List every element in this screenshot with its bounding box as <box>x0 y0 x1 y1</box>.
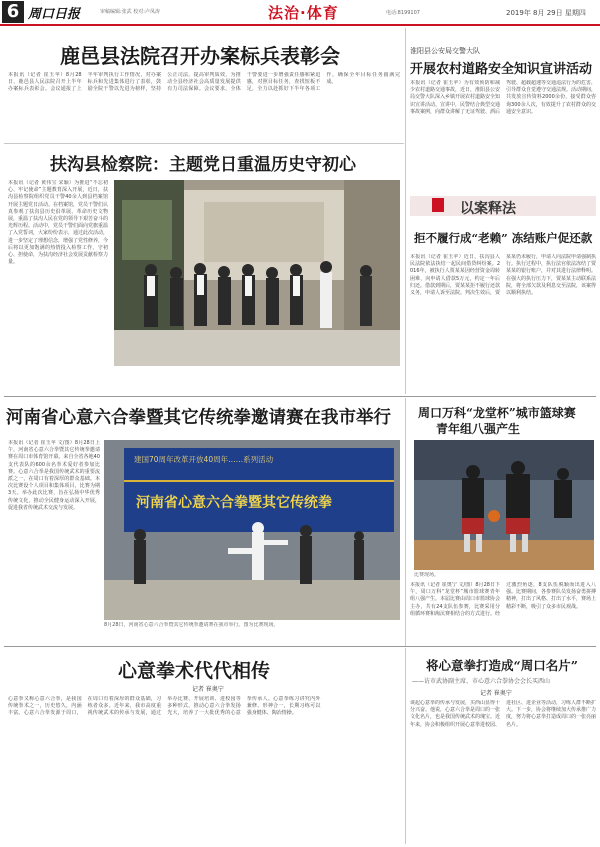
column-divider <box>405 648 406 844</box>
headline-luyi: 鹿邑县法院召开办案标兵表彰会 <box>60 44 340 68</box>
basketball-ball <box>488 510 500 522</box>
headline-xinyi: 河南省心意六合拳暨其它传统拳邀请赛在我市举行 <box>6 408 391 428</box>
byline-xinyi-feature: 记者 崔奥宁 <box>192 686 224 693</box>
body-mingpian: 谈起心意拳的传承与发展，买西山显得十分兴奋。他说，心意六合拳是周口的一张文化名片，也是我国传统武术的瑰宝。近年来，协会积极组织开展心意拳进校园、进社区、进企业等活动，习练人群不断扩大。下一步，协会将继续加大传承推广力度，努力将心意拳打造成周口的一张亮丽名片。 <box>410 700 596 728</box>
caption-martial-arts: 8月28日，河南省心意六合拳暨其它传统拳邀请赛在我市举行。图为比赛现场。 <box>104 622 279 628</box>
kicker-huaiyang: 淮阳县公安局交警大队 <box>410 47 480 55</box>
masthead-rule <box>0 24 600 26</box>
body-huaiyang: 本报讯（记者 崔玉苹）为有效预防和减少农村道路交通事故，近日，淮阳县公安局交警大队深入乡镇开展农村道路安全知识宣讲活动。宣讲中，民警结合典型交通事故案例，向群众讲解了无证驾驶、酒后驾驶、超载超速等交通违法行为的危害，引导群众自觉遵守交通法规。活动期间，共发放宣传资料2000余份，接受群众咨询300余人次，有效提升了农村群众的交通安全意识。 <box>410 80 596 115</box>
column-divider <box>405 398 406 646</box>
body-xinyi-feature: 心意拳又称心意六合拳，是我国传统拳术之一，历史悠久，内涵丰富。心意六合拳发源于周口，在周口有着深厚的群众基础，习练者众多。近年来，我市高度重视传统武术的传承与发展，通过举办比赛、开展培训、进校园等多种形式，推动心意六合拳发扬光大，培养了一大批优秀的心意拳传承人。心意拳练习讲究内外兼修、形神合一，长期习练可以强身健体、陶冶情操。 <box>8 696 321 717</box>
photo-martial-arts-image <box>104 440 400 620</box>
headline-fugou: 扶沟县检察院：主题党日重温历史守初心 <box>50 155 356 175</box>
divider <box>4 143 404 144</box>
section-title: 法治·体育 <box>268 4 339 22</box>
body-yianshifa: 本报讯（记者 崔玉苹）近日，扶沟县人民法院依法执结一起民间借贷纠纷案。2016年，被执行人贾某某因经营资金周转困难，向申请人借款5万元，约定一年后归还。借款到期后，贾某某拒不履行还款义务，申请人诉至法院。判决生效后，贾某某仍未履行，申请人向法院申请强制执行。执行过程中，执行法官依法冻结了贾某某的银行账户，并对其进行法律释明。在强大的执行压力下，贾某某主动联系法院，将全部欠款及利息交至法院，该案得以顺利执结。 <box>410 254 596 297</box>
banner-big-text: 河南省心意六合拳暨其它传统拳 <box>136 495 332 511</box>
headline-yianshifa: 拒不履行成“老赖” 冻结账户促还款 <box>414 231 593 245</box>
caption-basketball: 比赛现场。 <box>414 572 440 578</box>
phone-number: 电话:8199107 <box>386 10 420 16</box>
headline-basketball-2: 青年组八强产生 <box>436 422 521 436</box>
column-marker-icon <box>432 198 444 212</box>
photo-basketball <box>414 440 594 570</box>
body-basketball: 本报讯（记者 崔奥宁 文/图）8月28日下午，周口万科“龙堂杯”城市篮球赛青年组八强产生。本届比赛由周口市篮球协会主办，共有24支队伍参赛，比赛采用分组循环赛和淘汰赛相结合的方式进行。经过激烈角逐，8支队伍脱颖而出进入八强。比赛期间，各参赛队员发扬奋勇拼搏精神，打出了风格、打出了水平，赛场上精彩不断，吸引了众多市民观战。 <box>410 582 596 617</box>
headline-xinyi-feature: 心意拳术代代相传 <box>118 660 271 682</box>
photo-party-day-image <box>114 180 400 366</box>
divider <box>4 646 596 647</box>
editor-credits: 审稿编辑:张武 校对:卢凤涛 <box>100 9 160 15</box>
body-fugou: 本报讯（记者 黄伟宝 宋颖）为推进“不忘初心、牢记使命”主题教育深入开展，近日，扶沟县检察院组织党员干警40余人到县档案馆开展主题党日活动。在档案馆，党员干警们认真参观了扶沟县历史沿革展、革命历史文物展，重温了扶沟人民在党的领导下艰苦奋斗的光辉历程。活动中，党员干警们面向党旗重温了入党誓词，大家纷纷表示，通过此次活动，进一步坚定了理想信念，增强了党性修养，今后将以更加饱满的热情投入检察工作，守初心、担使命，为扶沟经济社会发展贡献检察力量。 <box>8 180 108 266</box>
byline-mingpian: 记者 崔奥宁 <box>480 690 512 697</box>
headline-huaiyang: 开展农村道路安全知识宣讲活动 <box>410 62 593 77</box>
photo-party-day <box>114 180 400 366</box>
photo-basketball-image <box>414 440 594 570</box>
subhead-mingpian: ——访市武协副主席、市心意六合拳协会会长买西山 <box>412 678 551 685</box>
photo-martial-arts <box>104 440 400 620</box>
body-luyi: 本报讯（记者 崔玉苹）8月28日，鹿邑县人民法院召开上半年办案标兵表彰会。会议通报了上半年审判执行工作情况，对办案标兵和先进集体进行了表彰，鼓励全院干警以先进为榜样，坚持公正司法，提高审判质效，为推动全县经济社会高质量发展提供有力司法保障。会议要求，全体干警要进一步增强责任感和紧迫感，对照目标任务，查找短板不足，全力以赴抓好下半年各项工作，确保全年目标任务圆满完成。 <box>8 72 400 93</box>
headline-basketball-1: 周口万科“龙堂杯”城市篮球赛 <box>418 406 576 420</box>
page-number: 6 <box>2 1 24 23</box>
banner-small-text: 建国70周年改革开放40周年……系列活动 <box>134 455 274 464</box>
newspaper-logo: 周口日报 <box>28 7 81 22</box>
column-divider <box>405 28 406 394</box>
publication-date: 2019年 8月 29日 星期四 <box>506 9 586 17</box>
headline-mingpian: 将心意拳打造成“周口名片” <box>426 658 578 673</box>
column-title: 以案释法 <box>460 201 516 217</box>
divider <box>4 396 596 397</box>
body-xinyi: 本报讯（记者 崔玉苹 文/图）8月28日上午，河南省心意六合拳暨其它传统拳邀请赛在周口市体育馆开幕。来自全省各地40支代表队的600余名拳术爱好者参加比赛。心意六合拳是我国传统武术的重要流派之一，在周口有着深厚的群众基础。本次比赛设个人项目和集体项目，比赛为期3天。举办此次比赛，旨在弘扬中华优秀传统文化，推动全民健身运动深入开展，促进我省传统武术交流与发展。 <box>8 440 100 511</box>
